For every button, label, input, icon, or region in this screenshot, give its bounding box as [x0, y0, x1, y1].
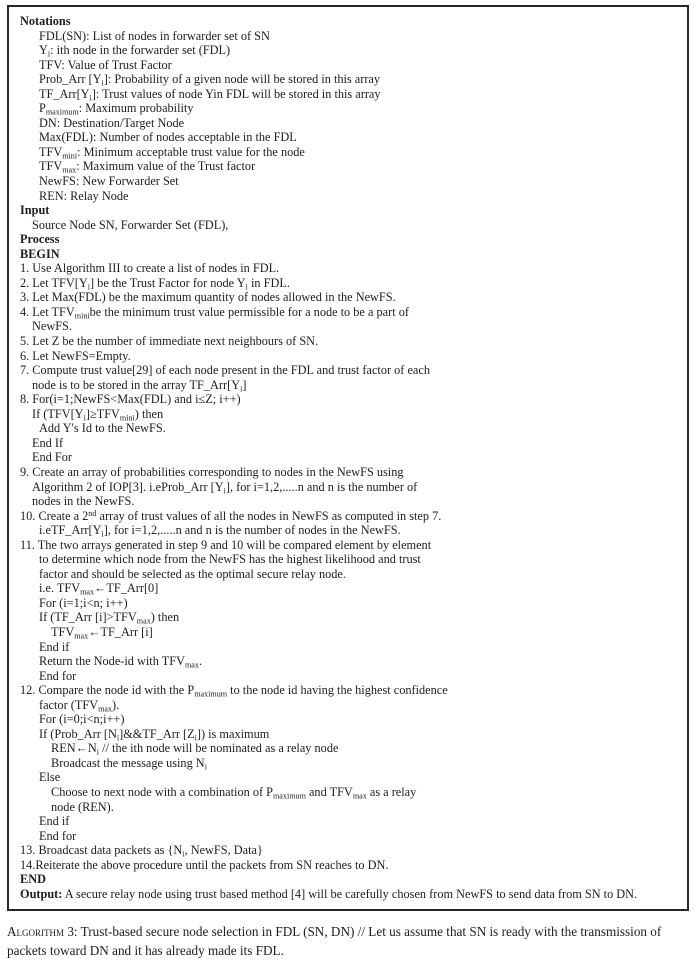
algorithm-line: End If: [32, 435, 64, 450]
algorithm-line: Broadcast the message using $N_i$: [51, 755, 207, 772]
algorithm-line: Output: A secure relay node using trust based method [4] will be carefully chosen from NewFS to send data from SN to DN.: [20, 886, 638, 901]
algorithm-line: factor and should be selected as the optimal secure relay node.: [39, 566, 346, 581]
algorithm-line: 7. Compute trust value[29] of each node present in the FDL and trust factor of each: [20, 363, 430, 378]
algorithm-line: 1. Use Algorithm III to create a list of nodes in FDL.: [20, 261, 280, 276]
algorithm-line: nodes in the NewFS.: [32, 494, 135, 509]
algorithm-line: 6. Let NewFS=Empty.: [20, 348, 131, 363]
caption-label: Algorithm 3:: [7, 924, 78, 939]
algorithm-line: For (i=0;i<n;i++): [39, 712, 125, 727]
algorithm-line: 8. For(i=1;NewFS<Max(FDL) and i≤Z; i++): [20, 392, 241, 407]
algorithm-line: Algorithm 2 of IOP[3]. i.eProb_Arr $[Y_i]$, for i=1,2,.....n and n is the number of: [32, 479, 418, 495]
algorithm-line: If $(TFV[Y_i]\ge TFV_{mini})$ then: [32, 406, 164, 423]
algorithm-line: 4. Let $TFV_{mini}be$ the minimum trust value permissible for a node to be a part of: [20, 304, 409, 321]
algorithm-line: FDL(SN): List of nodes in forwarder set of SN: [39, 28, 270, 43]
algorithm-line: Else: [39, 770, 61, 785]
algorithm-line: 10. Create a 2nd array of trust values of all the nodes in NewFS as computed in step 7.: [20, 508, 442, 523]
algorithm-line: $Y_i$: ith node in the forwarder set (FDL): [39, 43, 231, 59]
algorithm-line: NewFS: New Forwarder Set: [39, 174, 179, 189]
algorithm-line: TFV: Value of Trust Factor: [39, 57, 172, 72]
algorithm-line: If (Prob_Arr $[N_i]\&\&TF\_Arr$ $[Z_i]$) is maximum: [39, 726, 270, 743]
algorithm-line: $P_{maximum}$: Maximum probability: [39, 101, 194, 117]
algorithm-line: END: [20, 872, 46, 887]
algorithm-line: BEGIN: [20, 246, 60, 261]
algorithm-line: Prob_Arr $[Y_i]$: Probability of a given node will be stored in this array: [39, 72, 381, 88]
algorithm-line: NewFS.: [32, 319, 72, 334]
algorithm-line: node (REN).: [51, 799, 114, 814]
algorithm-line: factor $(TFV_{max})$.: [39, 697, 120, 713]
figure-caption: [7, 923, 691, 960]
algorithm-box: [7, 5, 689, 911]
algorithm-line: Process: [20, 232, 60, 247]
algorithm-line: node is to be stored in the array $TF\_Arr[Y_i]$: [32, 377, 247, 393]
algorithm-line: For (i=1;i<n; i++): [39, 595, 128, 610]
algorithm-line: $i.eTF\_Arr[Y_i]$, for i=1,2,.....n and n is the number of nodes in the NewFS.: [39, 523, 401, 539]
algorithm-line: 9. Create an array of probabilities corresponding to nodes in the NewFS using: [20, 464, 404, 479]
algorithm-line: End if: [39, 814, 70, 829]
algorithm-line: Add Y's Id to the NewFS.: [39, 421, 166, 436]
algorithm-line: Notations: [20, 14, 71, 28]
algorithm-line: Input: [20, 203, 50, 218]
algorithm-line: Max(FDL): Number of nodes acceptable in the FDL: [39, 130, 297, 145]
algorithm-line: DN: Destination/Target Node: [39, 115, 185, 130]
algorithm-line: 12. Compare the node id with the $P_{maximum}$ to the node id having the highest confidence: [20, 683, 448, 699]
algorithm-line: 3. Let Max(FDL) be the maximum quantity of nodes allowed in the NewFS.: [20, 290, 396, 305]
algorithm-line: End for: [39, 668, 77, 683]
caption-text: Trust-based secure node selection in FDL (SN, DN) // Let us assume that SN is ready with the transmission of packets toward DN and it has already made its FDL.: [7, 924, 662, 958]
algorithm-line: i.e. $TFV_{max}\leftarrow TF\_Arr[0]$: [39, 581, 159, 597]
algorithm-line: Choose to next node with a combination of $P_{maximum}$ and $TFV_{max}$ as a relay: [51, 784, 417, 801]
algorithm-line: 11. The two arrays generated in step 9 and 10 will be compared element by element: [20, 537, 432, 552]
algorithm-line: End for: [39, 828, 77, 843]
algorithm-line: $TF\_Arr[Y_i]$: Trust values of node Yin FDL will be stored in this array: [39, 86, 381, 102]
algorithm-line: 14.Reiterate the above procedure until the packets from SN reaches to DN.: [20, 857, 389, 872]
algorithm-line: $TFV_{max}$: Maximum value of the Trust factor: [39, 159, 256, 175]
algorithm-line: Source Node SN, Forwarder Set (FDL),: [32, 217, 229, 232]
algorithm-line: 13. Broadcast data packets as {$N_i$, NewFS, Data}: [20, 843, 263, 859]
algorithm-line: Return the Node-id with $TFV_{max}$.: [39, 654, 203, 670]
algorithm-line: 2. Let $TFV[Y_i]$ be the Trust Factor for node $Y_i$ in FDL.: [20, 275, 290, 292]
algorithm-line: $REN\leftarrow N_i$ // the ith node will be nominated as a relay node: [51, 741, 339, 757]
algorithm-line: End For: [32, 450, 72, 465]
algorithm-line: $TFV_{mini}$: Minimum acceptable trust value for the node: [39, 144, 305, 161]
algorithm-line: to determine which node from the NewFS has the highest likelihood and trust: [39, 552, 421, 567]
algorithm-line: $TFV_{max}\leftarrow TF\_Arr$ [i]: [51, 624, 153, 641]
algorithm-line: REN: Relay Node: [39, 188, 129, 203]
algorithm-line: 5. Let Z be the number of immediate next neighbours of SN.: [20, 334, 319, 349]
algorithm-line: End if: [39, 639, 70, 654]
algorithm-line: If (TF_Arr $[i]>TFV_{max}$) then: [39, 610, 180, 626]
